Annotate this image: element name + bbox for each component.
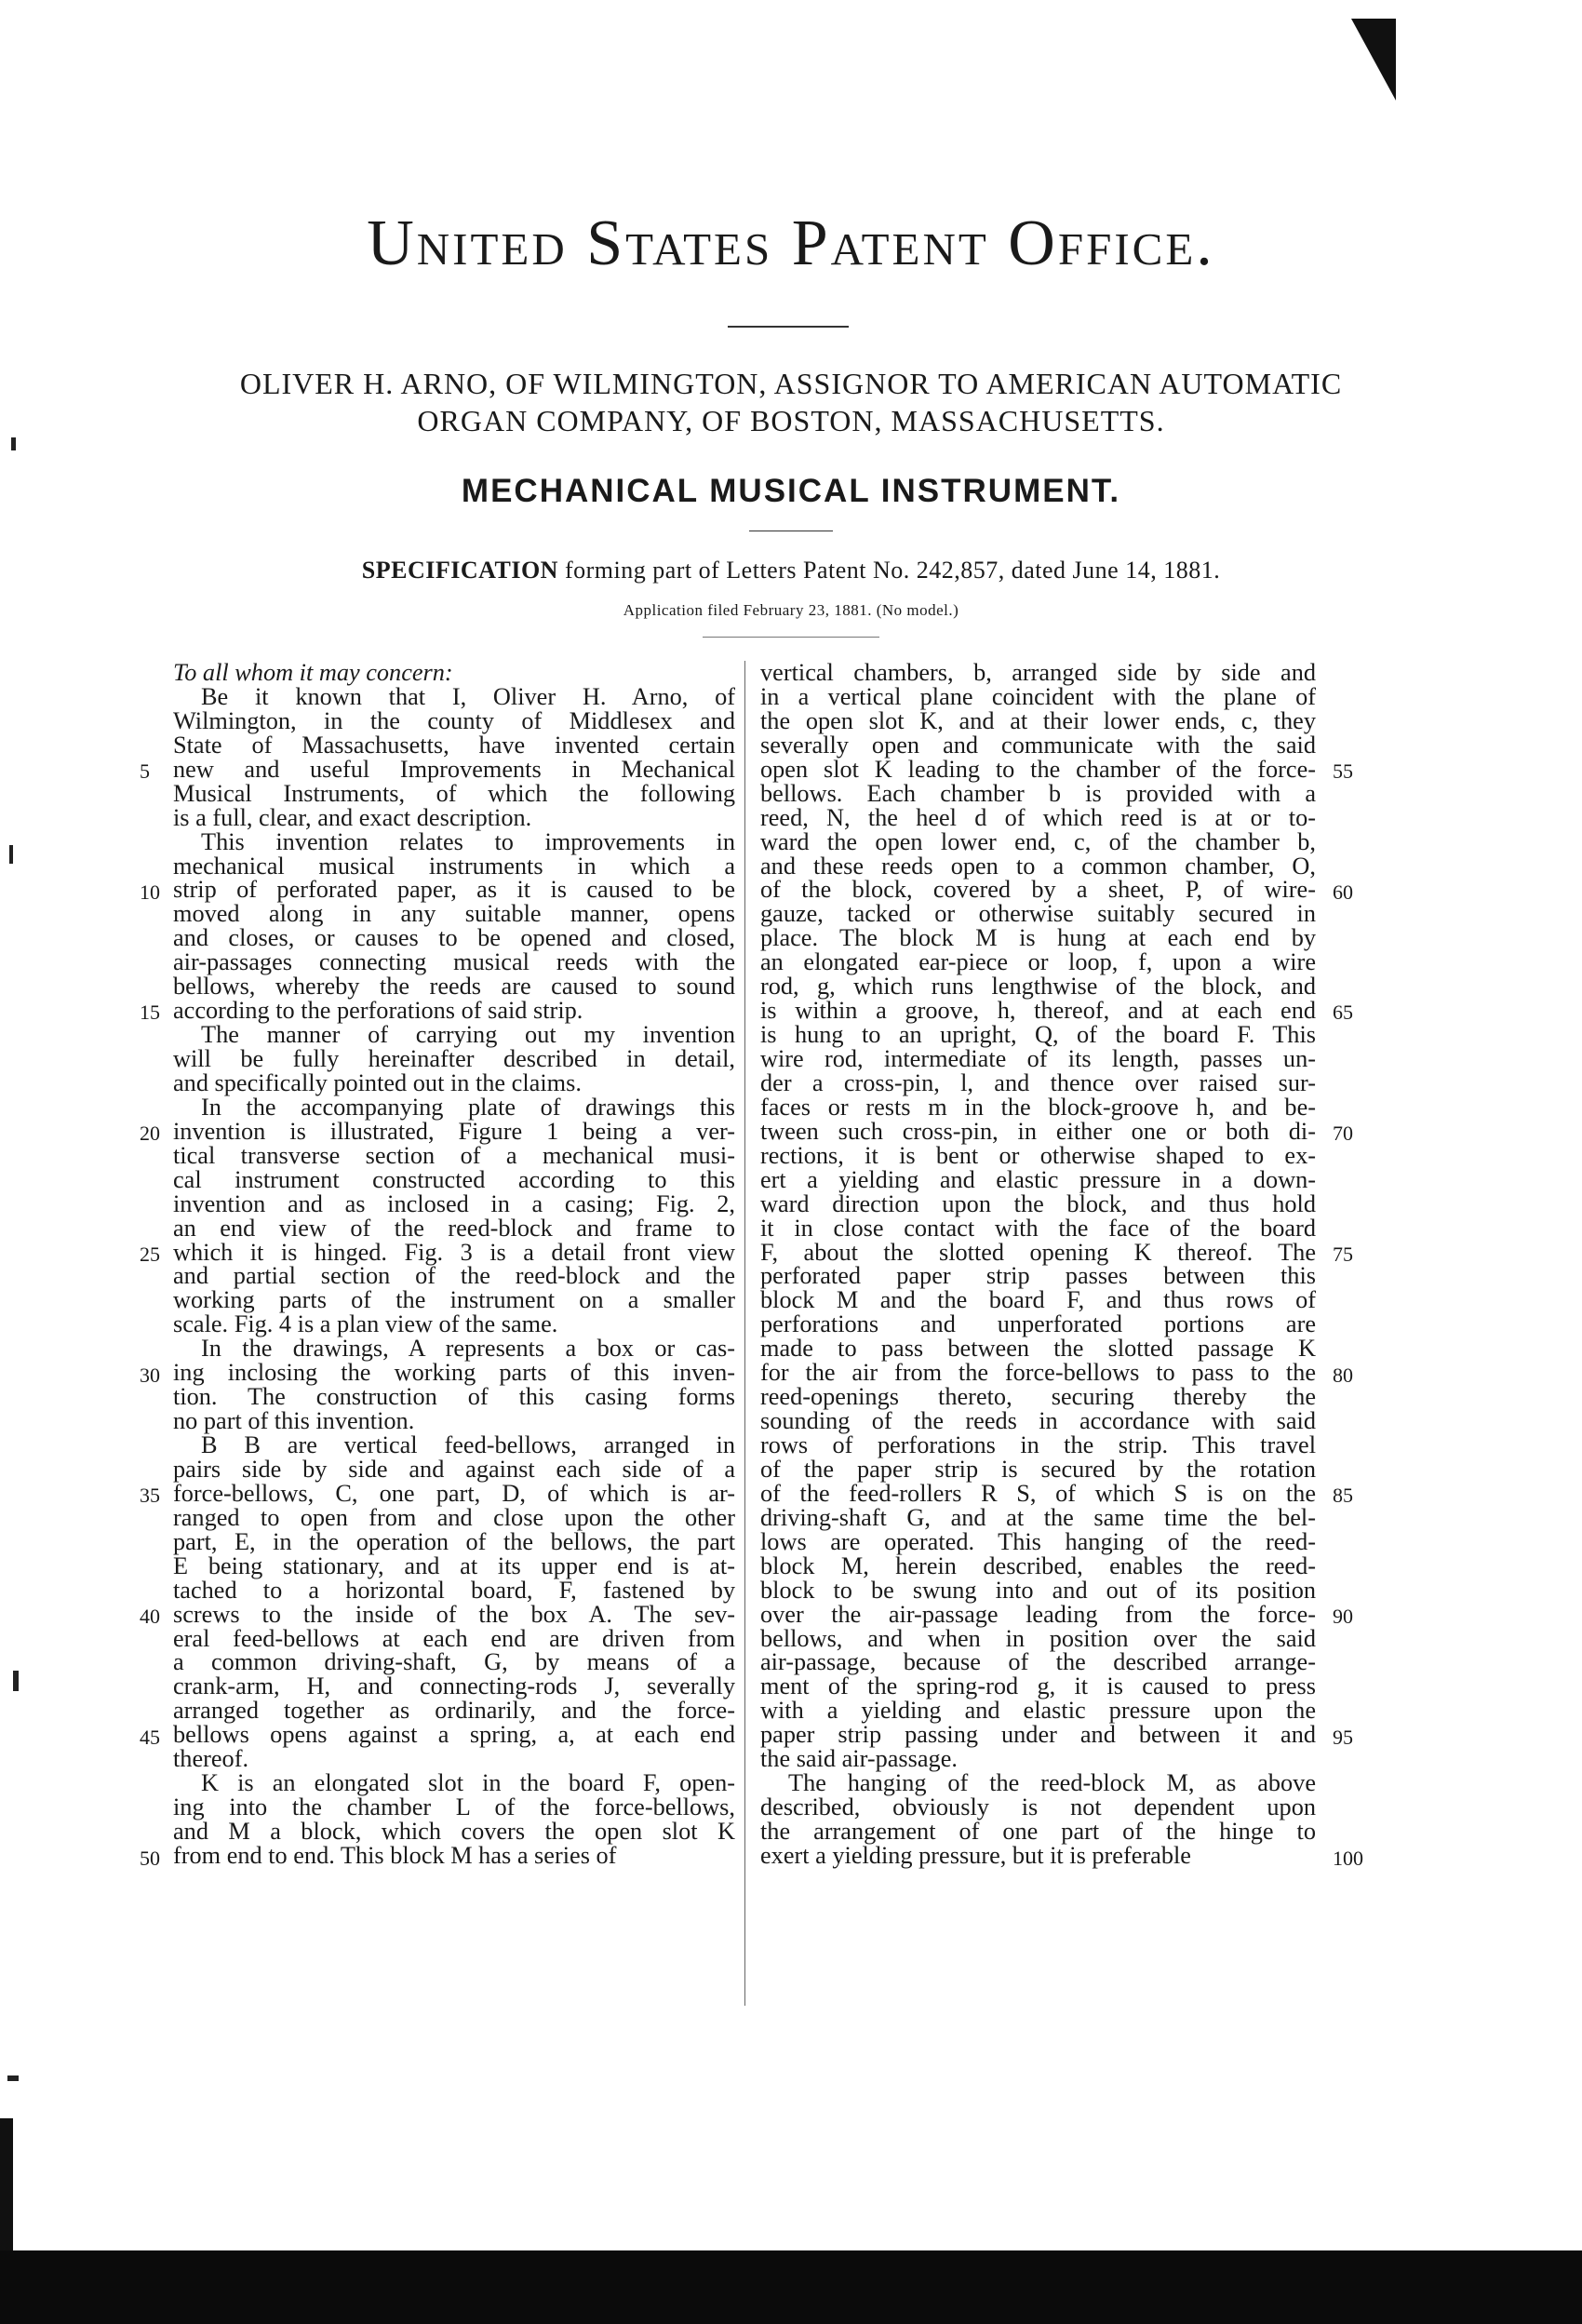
application-line: Application filed February 23, 1881. (No model.) (623, 601, 959, 619)
text-line: a common driving-shaft, G, by means of a (173, 1648, 735, 1676)
text-line: air-passages connecting musical reeds with the (173, 948, 735, 976)
text-line: place. The block M is hung at each end by (760, 924, 1316, 952)
text-line: described, obviously is not dependent upon (760, 1793, 1316, 1821)
text-line: paper strip passing under and between it and (760, 1721, 1316, 1749)
text-line: the arrangement of one part of the hinge to (760, 1818, 1316, 1845)
text-line: rod, g, which runs lengthwise of the block, and (760, 973, 1316, 1001)
specification-line (0, 557, 1582, 584)
line-number: 55 (1333, 759, 1353, 783)
text-line: block M, herein described, enables the reed- (760, 1552, 1316, 1579)
text-line: from end to end. This block M has a series of (173, 1841, 617, 1869)
scan-speck (13, 1671, 19, 1691)
text-line: scale. Fig. 4 is a plan view of the same. (173, 1310, 558, 1338)
text-line: tached to a horizontal board, F, fastened by (173, 1576, 735, 1604)
text-line: Wilmington, in the county of Middlesex and (173, 706, 735, 734)
line-number: 100 (1333, 1846, 1363, 1870)
text-line: over the air-passage leading from the force- (760, 1600, 1316, 1628)
line-number: 5 (140, 759, 150, 783)
text-line: and M a block, which covers the open slot K (173, 1818, 735, 1845)
text-line: The manner of carrying out my invention (201, 1021, 735, 1049)
text-line: ing inclosing the working parts of this inven- (173, 1359, 735, 1387)
text-line: vertical chambers, b, arranged side by side and (760, 659, 1316, 686)
text-line: To all whom it may concern: (173, 659, 453, 686)
line-number: 35 (140, 1484, 160, 1508)
text-line: new and useful Improvements in Mechanical (173, 755, 735, 783)
text-line: the said air-passage. (760, 1745, 958, 1773)
line-number: 65 (1333, 1001, 1353, 1025)
text-line: an end view of the reed-block and frame to (173, 1214, 735, 1242)
text-line: ward the open lower end, c, of the chamber b, (760, 827, 1316, 855)
text-line: rections, it is bent or otherwise shaped to ex- (760, 1141, 1316, 1169)
office-title: United States Patent Office. (367, 208, 1215, 279)
text-line: according to the perforations of said strip. (173, 997, 583, 1025)
text-line: is a full, clear, and exact description. (173, 803, 532, 831)
assignor-line: ORGAN COMPANY, OF BOSTON, MASSACHUSETTS. (417, 404, 1165, 437)
text-line: invention and as inclosed in a casing; Fig. 2, (173, 1189, 735, 1217)
text-line: is hung to an upright, Q, of the board F. This (760, 1021, 1316, 1049)
text-line: ward direction upon the block, and thus hold (760, 1189, 1316, 1217)
scan-speck (7, 2075, 19, 2081)
text-line: and partial section of the reed-block and the (173, 1262, 735, 1290)
text-line: Be it known that I, Oliver H. Arno, of (201, 682, 735, 710)
text-line: This invention relates to improvements in (201, 827, 735, 855)
text-line: faces or rests m in the block-groove h, and be- (760, 1093, 1316, 1121)
text-line: eral feed-bellows at each end are driven from (173, 1624, 735, 1652)
line-number: 75 (1333, 1242, 1353, 1266)
text-line: severally open and communicate with the said (760, 731, 1316, 759)
line-number: 70 (1333, 1122, 1353, 1146)
application-rule (703, 637, 879, 638)
scan-speck (11, 437, 16, 450)
text-line: F, about the slotted opening K thereof. The (760, 1238, 1316, 1266)
text-line: Musical Instruments, of which the following (173, 779, 735, 807)
text-line: The hanging of the reed-block M, as above (788, 1769, 1316, 1797)
line-number: 80 (1333, 1363, 1353, 1387)
text-line: and closes, or causes to be opened and closed, (173, 924, 735, 952)
text-line: In the drawings, A represents a box or cas- (201, 1335, 735, 1363)
text-line: invention is illustrated, Figure 1 being a ver- (173, 1117, 735, 1145)
text-line: reed-openings thereto, securing thereby the (760, 1383, 1316, 1411)
text-line: screws to the inside of the box A. The sev- (173, 1600, 735, 1628)
line-number: 50 (140, 1846, 160, 1870)
text-line: ing into the chamber L of the force-bellows, (173, 1793, 735, 1821)
line-number: 85 (1333, 1484, 1353, 1508)
line-number: 40 (140, 1605, 160, 1629)
text-line: reed, N, the heel d of which reed is at or to- (760, 803, 1316, 831)
text-line: will be fully hereinafter described in detail, (173, 1045, 735, 1072)
text-line: of the paper strip is secured by the rotation (760, 1455, 1316, 1483)
text-line: exert a yielding pressure, but it is preferable (760, 1841, 1191, 1869)
text-line: of the block, covered by a sheet, P, of wire- (760, 876, 1316, 904)
text-line: and these reeds open to a common chamber, O, (760, 852, 1316, 880)
text-line: tween such cross-pin, in either one or both di- (760, 1117, 1316, 1145)
text-line: rows of perforations in the strip. This travel (760, 1431, 1316, 1458)
right-text-column (760, 661, 1316, 1868)
line-number: 25 (140, 1242, 160, 1266)
text-line: bellows opens against a spring, a, at each end (173, 1721, 735, 1749)
text-line: of the feed-rollers R S, of which S is on the (760, 1479, 1316, 1507)
text-line: B B are vertical feed-bellows, arranged in (201, 1431, 735, 1458)
text-line: mechanical musical instruments in which a (173, 852, 735, 880)
line-number: 45 (140, 1725, 160, 1749)
line-number: 95 (1333, 1725, 1353, 1749)
text-line: wire rod, intermediate of its length, passes un- (760, 1045, 1316, 1072)
text-line: arranged together as ordinarily, and the force- (173, 1697, 735, 1725)
text-line: it in close contact with the face of the board (760, 1214, 1316, 1242)
text-line: and specifically pointed out in the claims. (173, 1068, 582, 1096)
text-line: an elongated ear-piece or loop, f, upon a wire (760, 948, 1316, 976)
text-line: tion. The construction of this casing forms (173, 1383, 735, 1411)
assignor-line: OLIVER H. ARNO, OF WILMINGTON, ASSIGNOR TO AMERICAN AUTOMATIC (239, 367, 1343, 400)
scan-speck (9, 845, 13, 864)
text-line: driving-shaft G, and at the same time the bel- (760, 1503, 1316, 1531)
scan-left-edge (0, 2118, 13, 2258)
text-line: E being stationary, and at its upper end is at- (173, 1552, 735, 1579)
text-line: lows are operated. This hanging of the reed- (760, 1527, 1316, 1555)
text-line: K is an elongated slot in the board F, open- (201, 1769, 735, 1797)
text-line: ment of the spring-rod g, it is caused to press (760, 1672, 1316, 1700)
text-line: perforations and unperforated portions are (760, 1310, 1316, 1338)
text-line: is within a groove, h, thereof, and at each end (760, 997, 1316, 1025)
text-line: part, E, in the operation of the bellows, the part (173, 1527, 735, 1555)
text-line: made to pass between the slotted passage K (760, 1335, 1316, 1363)
text-line: thereof. (173, 1745, 249, 1773)
text-line: bellows, whereby the reeds are caused to sound (173, 973, 735, 1001)
text-line: for the air from the force-bellows to pass to the (760, 1359, 1316, 1387)
text-line: gauze, tacked or otherwise suitably secured in (760, 900, 1316, 928)
text-line: State of Massachusetts, have invented certain (173, 731, 735, 759)
text-line: block to be swung into and out of its position (760, 1576, 1316, 1604)
column-divider (744, 661, 745, 2006)
scan-bottom-bar (0, 2250, 1582, 2324)
text-line: the open slot K, and at their lower ends, c, they (760, 706, 1316, 734)
text-line: bellows, and when in position over the said (760, 1624, 1316, 1652)
text-line: pairs side by side and against each side of a (173, 1455, 735, 1483)
text-line: crank-arm, H, and connecting-rods J, severally (173, 1672, 735, 1700)
text-line: in a vertical plane coincident with the plane of (760, 682, 1316, 710)
text-line: der a cross-pin, l, and thence over raised sur- (760, 1068, 1316, 1096)
text-line: block M and the board F, and thus rows of (760, 1286, 1316, 1314)
line-number: 30 (140, 1363, 160, 1387)
text-line: no part of this invention. (173, 1407, 415, 1435)
text-line: ert a yielding and elastic pressure in a down- (760, 1165, 1316, 1193)
scan-corner-mark (1351, 19, 1396, 101)
text-line: air-passage, because of the described arrange- (760, 1648, 1316, 1676)
text-line: ranged to open from and close upon the other (173, 1503, 735, 1531)
text-line: tical transverse section of a mechanical musi- (173, 1141, 735, 1169)
text-line: cal instrument constructed according to this (173, 1165, 735, 1193)
invention-title: MECHANICAL MUSICAL INSTRUMENT. (461, 473, 1121, 509)
text-line: open slot K leading to the chamber of the force- (760, 755, 1316, 783)
text-line: strip of perforated paper, as it is caused to be (173, 876, 735, 904)
text-line: force-bellows, C, one part, D, of which is ar- (173, 1479, 735, 1507)
text-line: working parts of the instrument on a smaller (173, 1286, 735, 1314)
text-line: which it is hinged. Fig. 3 is a detail front view (173, 1238, 735, 1266)
line-number: 90 (1333, 1605, 1353, 1629)
header-rule (728, 326, 849, 328)
text-line: moved along in any suitable manner, opens (173, 900, 735, 928)
line-number: 60 (1333, 880, 1353, 904)
specification-text: forming part of Letters Patent No. 242,857, dated June 14, 1881. (564, 557, 1221, 584)
line-number: 20 (140, 1122, 160, 1146)
text-line: perforated paper strip passes between this (760, 1262, 1316, 1290)
line-number: 15 (140, 1001, 160, 1025)
text-line: bellows. Each chamber b is provided with a (760, 779, 1316, 807)
left-text-column (173, 661, 735, 1868)
specification-label: SPECIFICATION (361, 557, 558, 584)
line-number: 10 (140, 880, 160, 904)
text-line: with a yielding and elastic pressure upon the (760, 1697, 1316, 1725)
text-line: In the accompanying plate of drawings this (201, 1093, 735, 1121)
text-line: sounding of the reeds in accordance with said (760, 1407, 1316, 1435)
assignor-block (149, 365, 1433, 439)
